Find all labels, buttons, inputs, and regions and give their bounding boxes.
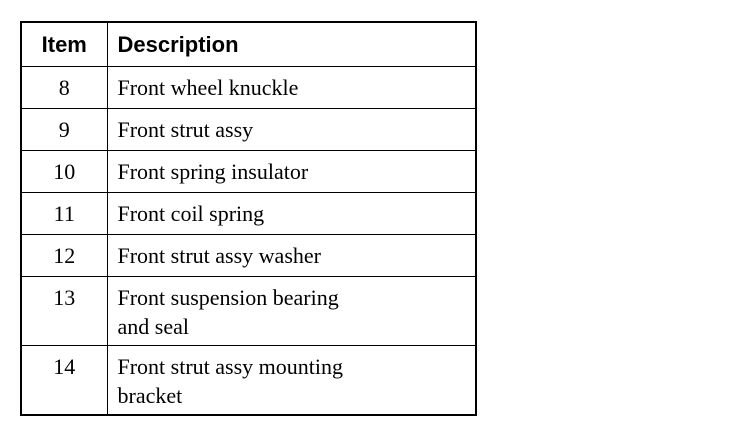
parts-table — [20, 21, 477, 416]
item-description — [107, 235, 476, 277]
table-row — [21, 346, 476, 416]
header-description: Description — [107, 22, 476, 67]
table-row — [21, 151, 476, 193]
table-row — [21, 109, 476, 151]
description-line: Front wheel knuckle — [117, 75, 299, 100]
item-description — [107, 67, 476, 109]
item-number: 13 — [21, 277, 107, 346]
table-row — [21, 67, 476, 109]
description-line: Front strut assy washer — [117, 243, 321, 268]
description-line: Front strut assy — [117, 117, 254, 142]
item-description — [107, 277, 476, 346]
item-description — [107, 109, 476, 151]
item-number: 14 — [21, 346, 107, 416]
item-number: 10 — [21, 151, 107, 193]
table-row — [21, 235, 476, 277]
description-line: Front spring insulator — [117, 159, 309, 184]
description-line: Front coil spring — [117, 201, 265, 226]
item-description — [107, 346, 476, 416]
table-row — [21, 193, 476, 235]
item-description — [107, 151, 476, 193]
item-number: 11 — [21, 193, 107, 235]
item-number: 9 — [21, 109, 107, 151]
description-line: Front strut assy mounting — [117, 354, 344, 379]
item-number: 12 — [21, 235, 107, 277]
item-number: 8 — [21, 67, 107, 109]
table-row — [21, 277, 476, 346]
header-item: Item — [21, 22, 107, 67]
description-line: bracket — [117, 383, 183, 408]
header-row — [21, 22, 476, 67]
item-description — [107, 193, 476, 235]
description-line: and seal — [117, 314, 189, 339]
description-line: Front suspension bearing — [117, 285, 339, 310]
